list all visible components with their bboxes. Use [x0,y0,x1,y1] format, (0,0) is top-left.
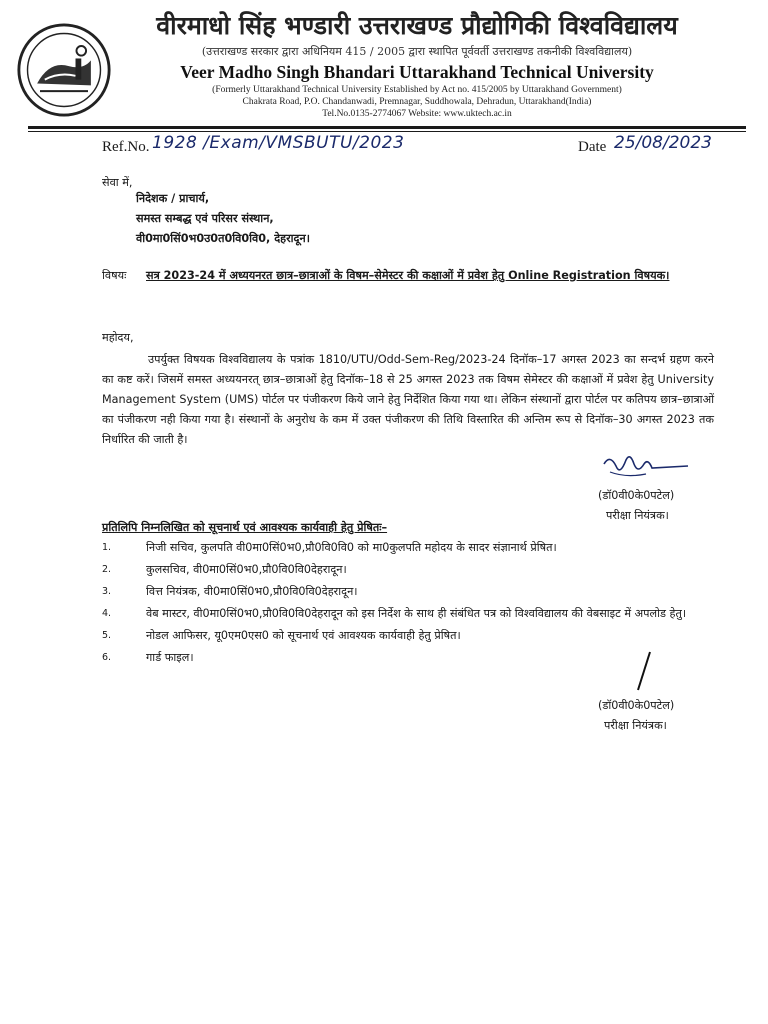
subject-text: सत्र 2023-24 में अध्ययनरत छात्र–छात्राओं के विषम–सेमेस्टर की कक्षाओं में प्रवेश हेतु Online Registration विषयक। [146,269,670,282]
list-item-text: वेब मास्टर, वी0मा0सिं0भ0,प्रौ0वि0वि0देहरादून को इस निर्देश के साथ ही संबंधित पत्र को विश्वविद्यालय की वेबसाइट में अपलोड हेतु। [146,607,687,620]
signatory-designation: परीक्षा नियंत्रक। [606,509,669,522]
letter-salutation: महोदय, [102,331,134,344]
list-item-text: निजी सचिव, कुलपति वी0मा0सिं0भ0,प्रौ0वि0वि0 को मा0कुलपति महोदय के सादर संज्ञानार्थ प्रेषित। [146,541,557,554]
recipient-line-1: निदेशक / प्राचार्य, [136,192,210,205]
list-item-number: 3. [102,586,112,597]
header-rule-thick [28,126,746,129]
list-item-text: कुलसचिव, वी0मा0सिं0भ0,प्रौ0वि0वि0देहरादून। [146,563,347,576]
list-item-number: 4. [102,608,112,619]
recipient-line-2: समस्त सम्बद्ध एवं परिसर संस्थान, [136,212,274,225]
list-item-number: 1. [102,542,112,553]
list-item [102,560,702,579]
paragraph-text: उपर्युक्त विषयक विश्वविद्यालय के पत्रांक 1810/UTU/Odd-Sem-Reg/2023-24 दिनॉक–17 अगस्त 2023 का सन्दर्भ ग्रहण करने का कष्ट करें। जिसमें समस्त अध्ययनरत् छात्र–छात्राओं हेतु दिनॉक–18 से 25 अगस्त 2023 तक विषम सेमेस्टर की कक्षाओं में प्रवेश हेतु University Management System (UMS) पोर्टल पर पंजीकरण किये जाने हेतु निर्देशित किया गया था। लेकिन संस्थानों द्वारा पोर्टल पर कतिपय छात्र–छात्राओं का पंजीकरण नही किया गया है। संस्थानों के अनुरोध के कम में उक्त पंजीकरण की तिथि विस्तारित की अन्तिम रूप से दिनॉक–30 अगस्त 2023 तक निर्धारित की जाती है। [102,353,714,446]
recipient-line-3: वी0मा0सिं0भ0उ0त0वि0वि0, देहरादून। [136,232,310,245]
contact-line: Tel.No.0135-2774067 Website: www.uktech.ac.in [322,109,512,119]
signatory-2-name: (डॉ0वी0के0पटेल) [598,699,675,712]
list-item-number: 6. [102,652,112,663]
signatory-2-designation: परीक्षा नियंत्रक। [604,719,667,732]
list-item [102,626,702,645]
university-details [122,84,712,120]
ref-number: 1928 /Exam/VMSBUTU/2023 [152,133,405,153]
signature-icon [596,450,696,490]
signature-stroke-icon [628,648,658,694]
list-item [102,538,702,557]
list-item-text: गार्ड फाइल। [146,651,194,664]
date-value: 25/08/2023 [614,133,712,153]
list-item-number: 2. [102,564,112,575]
recipient-block [102,173,310,249]
university-subtitle-hindi: (उत्तराखण्ड सरकार द्वारा अधिनियम 415 / 2005 द्वारा स्थापित पूर्ववर्ती उत्तराखण्ड तकनीकी विश्वविद्यालय) [201,45,633,58]
date-label: Date [578,139,607,155]
list-item-number: 5. [102,630,112,641]
university-logo-icon [16,22,112,118]
list-item-text: नोडल आफिसर, यू0एम0एस0 को सूचनार्थ एवं आवश्यक कार्यवाही हेतु प्रेषित। [146,629,461,642]
list-item [102,582,702,601]
copy-heading: प्रतिलिपि निम्नलिखित को सूचनार्थ एवं आवश्यक कार्यवाही हेतु प्रेषितः– [102,521,388,534]
list-item-text: वित्त नियंत्रक, वी0मा0सिं0भ0,प्रौ0वि0वि0देहरादून। [146,585,358,598]
signatory-name: (डॉ0वी0के0पटेल) [598,489,675,502]
header-rule-thin [28,131,746,132]
subject-label: विषयः [102,269,127,282]
copy-list [102,538,702,670]
ref-label: Ref.No. [102,139,150,155]
university-name-english: Veer Madho Singh Bhandari Uttarakhand Technical University [180,62,654,82]
subtitle-english: (Formerly Uttarakhand Technical University Established by Act no. 415/2005 by Uttarakhand Government) [212,85,622,95]
university-name-hindi: वीरमाधो सिंह भण्डारी उत्तराखण्ड प्रौद्योगिकी विश्वविद्यालय [156,11,678,40]
recipient-salutation: सेवा में, [102,176,133,189]
letter-paragraph [102,350,714,450]
address: Chakrata Road, P.O. Chandanwadi, Premnagar, Suddhowala, Dehradun, Uttarakhand(India) [242,97,592,107]
list-item [102,604,702,623]
list-item [102,648,702,667]
